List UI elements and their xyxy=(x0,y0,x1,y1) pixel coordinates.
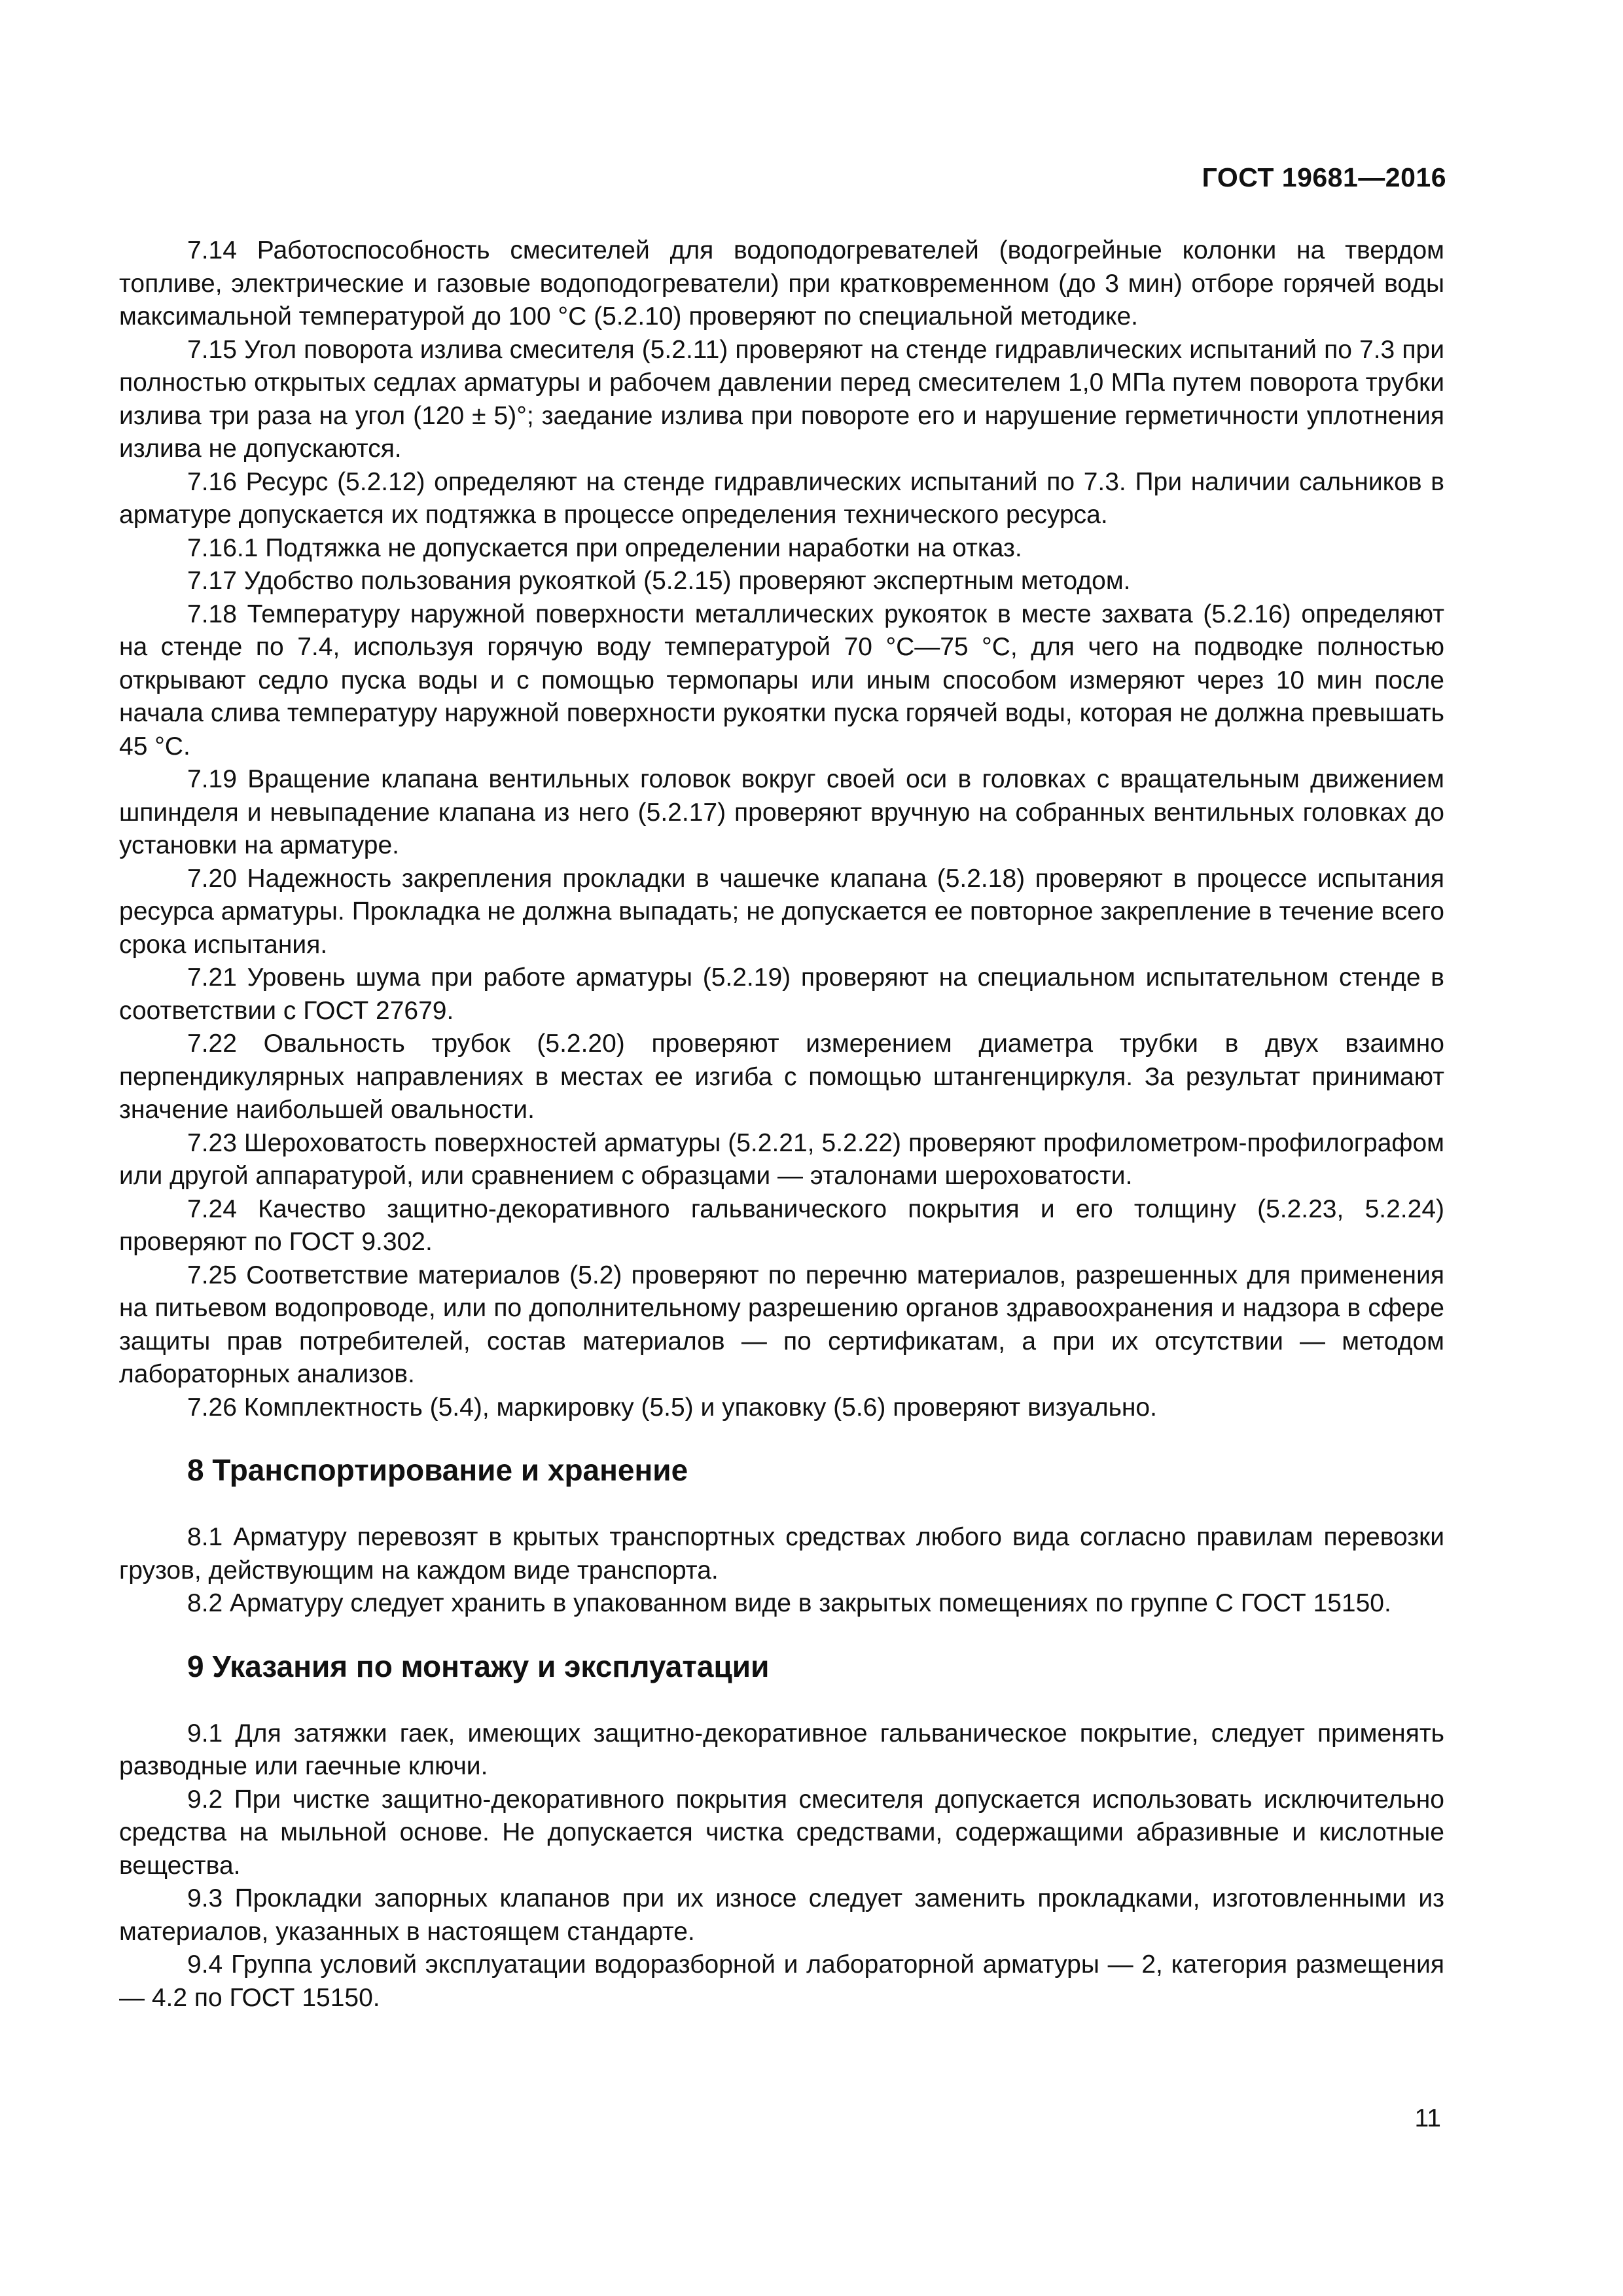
paragraph-8-1: 8.1 Арматуру перевозят в крытых транспортных средствах любого вида согласно правилам перевозки грузов, действующим на каждом виде транспорта. xyxy=(119,1523,1444,1585)
paragraph-7-16: 7.16 Ресурс (5.2.12) определяют на стенде гидравлических испытаний по 7.3. При наличии сальников в арматуре допускается их подтяжка в процессе определения технического ресурса. xyxy=(119,467,1444,529)
paragraph-7-23: 7.23 Шероховатость поверхностей арматуры (5.2.21, 5.2.22) проверяют профилометром-профилографом или другой аппаратурой, или сравнением с образцами — эталонами шероховатости. xyxy=(119,1128,1444,1190)
paragraph-7-14: 7.14 Работоспособность смесителей для водоподогревателей (водогрейные колонки на твердом топливе, электрические и газовые водоподогреватели) при кратковременном (до 3 мин) отборе горячей воды максимальной температурой до 100 °С (5.2.10) проверяют по специальной методике. xyxy=(119,236,1444,331)
paragraph-7-20: 7.20 Надежность закрепления прокладки в чашечке клапана (5.2.18) проверяют в процессе испытания ресурса арматуры. Прокладка не должна выпадать; не допускается ее повторное закрепление в течение всего срока испытания. xyxy=(119,864,1444,959)
page-content xyxy=(119,234,1444,2015)
paragraph-7-18: 7.18 Температуру наружной поверхности металлических рукояток в месте захвата (5.2.16) определяют на стенде по 7.4, используя горячую воду температурой 70 °С—75 °С, для чего на подводке полностью открывают седло пуска воды и с помощью термопары или иным способом измеряют через 10 мин после начала слива температуру наружной поверхности рукоятки пуска горячей воды, которая не должна превышать 45 °С. xyxy=(119,600,1444,761)
document-header: ГОСТ 19681—2016 xyxy=(1202,162,1446,192)
section-9-title: 9 Указания по монтажу и эксплуатации xyxy=(187,1649,770,1683)
paragraph-7-25: 7.25 Соответствие материалов (5.2) проверяют по перечню материалов, разрешенных для применения на питьевом водопроводе, или по дополнительному разрешению органов здравоохранения и надзора в сфере защиты прав потребителей, состав материалов — по сертификатам, а при их отсутствии — методом лабораторных анализов. xyxy=(119,1261,1444,1388)
paragraph-7-15: 7.15 Угол поворота излива смесителя (5.2.11) проверяют на стенде гидравлических испытаний по 7.3 при полностью открытых седлах арматуры и рабочем давлении перед смесителем 1,0 МПа путем поворота трубки излива три раза на угол (120 ± 5)°; заедание излива при повороте его и нарушение герметичности уплотнения излива не допускаются. xyxy=(119,335,1444,463)
page-number: 11 xyxy=(1414,2104,1441,2132)
paragraph-9-2: 9.2 При чистке защитно-декоративного покрытия смесителя допускается использовать исключительно средства на мыльной основе. Не допускается чистка средствами, содержащими абразивные и кислотные вещества. xyxy=(119,1785,1444,1880)
paragraph-7-24: 7.24 Качество защитно-декоративного гальванического покрытия и его толщину (5.2.23, 5.2.24) проверяют по ГОСТ 9.302. xyxy=(119,1194,1444,1256)
paragraph-9-1: 9.1 Для затяжки гаек, имеющих защитно-декоративное гальваническое покрытие, следует применять разводные или гаечные ключи. xyxy=(119,1719,1444,1780)
paragraph-7-26: 7.26 Комплектность (5.4), маркировку (5.5) и упаковку (5.6) проверяют визуально. xyxy=(187,1393,1157,1422)
paragraph-9-4: 9.4 Группа условий эксплуатации водоразборной и лабораторной арматуры — 2, категория размещения — 4.2 по ГОСТ 15150. xyxy=(119,1950,1444,2012)
paragraph-7-19: 7.19 Вращение клапана вентильных головок вокруг своей оси в головках с вращательным движением шпинделя и невыпадение клапана из него (5.2.17) проверяют вручную на собранных вентильных головках до установки на арматуре. xyxy=(119,765,1444,859)
paragraph-8-2: 8.2 Арматуру следует хранить в упакованном виде в закрытых помещениях по группе С ГОСТ 15150. xyxy=(187,1589,1391,1617)
paragraph-7-16-1: 7.16.1 Подтяжка не допускается при определении наработки на отказ. xyxy=(187,533,1022,562)
paragraph-7-22: 7.22 Овальность трубок (5.2.20) проверяют измерением диаметра трубки в двух взаимно перпендикулярных направлениях в местах ее изгиба с помощью штангенциркуля. За результат принимают значение наибольшей овальности. xyxy=(119,1030,1444,1124)
paragraph-7-17: 7.17 Удобство пользования рукояткой (5.2.15) проверяют экспертным методом. xyxy=(187,567,1131,595)
paragraph-9-3: 9.3 Прокладки запорных клапанов при их износе следует заменить прокладками, изготовленными из материалов, указанных в настоящем стандарте. xyxy=(119,1884,1444,1946)
paragraph-7-21: 7.21 Уровень шума при работе арматуры (5.2.19) проверяют на специальном испытательном стенде в соответствии с ГОСТ 27679. xyxy=(119,963,1444,1025)
section-8-title: 8 Транспортирование и хранение xyxy=(187,1453,688,1487)
